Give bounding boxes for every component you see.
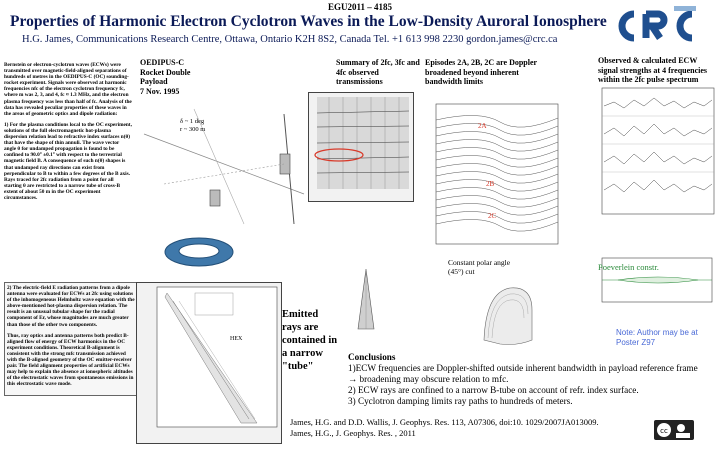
crc-logo [612,4,706,48]
episode-2c-label: 2C [488,212,497,220]
poeverlein-label: Poeverlein constr. [598,262,659,272]
references [290,417,599,439]
signal-strength-caption: Observed & calculated ECW signal strengths at 4 frequencies within the 2fc pulse spectrum [598,56,708,84]
abstract-column-top [4,62,132,206]
episode-2a-label: 2A [478,122,487,130]
conclusions-heading: Conclusions [348,352,396,362]
svg-text:cc: cc [660,427,668,435]
conference-id: EGU2011 – 4185 [327,2,392,12]
summary-caption: Summary of 2fc, 3fc and 4fc observed transmissions [336,58,420,86]
author-note: Note: Author may be at Poster Z97 [616,328,698,347]
episodes-caption: Episodes 2A, 2B, 2C are Doppler broadened beyond inherent bandwidth limits [425,58,537,86]
ray-tube-figure [136,282,282,444]
emitted-rays-caption: Emitted rays are contained in a narrow "tube" [282,309,338,372]
abstract-point-3: Thus, ray optics and antenna patterns both predict B-aligned flow of energy of ECW harmonics in the OC experiment conditions. Theoretical B-alignment is consistent with the strong mfc transmission achieved with the B-aligned geometry of the OC emitter-receiver pair. The field alignment properties of artificial ECWs may help to explain the absence at ionospheric altitudes of the electrostatic waves from spontaneous emissions in this electrostatic wave mode. [7,332,134,388]
conclusions [348,352,708,407]
episode-2b-label: 2B [486,180,495,188]
signal-strength-figure [590,86,716,220]
abstract-intro: Bernstein or electron-cyclotron waves (ECWs) were transmitted over magnetic-field-aligned separations of hundreds of metres in the OEDIPUS-C (OC) sounding-rocket experiment. Signals were observed at harmonic frequencies nfc of the electron cyclotron frequency fc, where m was 2, 3, and 4, fc ≈ 1.3 MHz, and the electron plasma frequency was less than half of fc. Analysis of the data has revealed peculiar properties of these waves in the areas of geometric optics and dipole radiation: [4,62,132,117]
conclusion-2: 2) ECW rays are confined to a narrow B-tube on account of refr. index surface. [348,385,639,395]
polar-cut-figure [478,280,538,350]
abstract-point-1: 1) For the plasma conditions local to the OC experiment, solutions of the full electromagnetic hot-plasma dispersion relation lead to refractive index surfaces n(θ) that have the shape of thin annuli. The wave vector angle θ for undamped propagation is found to be confined to 90.0° ±0.1° with respect to the terrestrial magnetic field B. A consequence of such n(θ) shapes is that undamped ray directions can exist from perpendicular to B to within a few degrees of the B axis. Rays traced for 2fc radiation from a point for all starting θ are restricted to a narrow tube of cross-B extent of about 50 m in the OC experiment circumstances. [4,121,132,201]
poster-title: Properties of Harmonic Electron Cyclotron Waves in the Low-Density Auroral Ionosphere [10,13,607,30]
payload-label: OEDIPUS-C Rocket Double Payload 7 Nov. 1995 [140,58,191,96]
reference-1: James, H.G. and D.D. Wallis, J. Geophys. Res. 113, A07306, doi:10. 1029/2007JA013009. [290,417,599,427]
conclusion-3: 3) Cyclotron damping limits ray paths to hundreds of meters. [348,396,573,406]
cc-by-license-icon [654,420,694,440]
abstract-point-2: 2) The electric-field E radiation patterns from a dipole antenna were evaluated for ECWs at 2fc using solutions of the inhomogeneous Helmholtz wave equation with the above-mentioned hot-plasma dispersion relation. The result is an unusual tubular shape for the radial component of Er, whose magnitudes are much greater than those of the other two components. [7,285,135,328]
tubular-pattern-figure [336,264,396,334]
hex-label: HEX [230,336,243,342]
separation-label: δ ~ 1 deg r ~ 300 m [180,118,206,133]
polar-cut-caption: Constant polar angle (45°) cut [448,258,511,276]
reference-2: James, H.G., J. Geophys. Res. , 2011 [290,428,416,438]
refractive-index-ring-figure [162,232,236,272]
spectrogram-figure [308,92,414,202]
conclusion-1: 1)ECW frequencies are Doppler-shifted outside inherent bandwidth in payload reference frame → broadening may obscure relation to mfc. [348,363,698,384]
rocket-payload-diagram [134,104,310,230]
abstract-column-bottom [4,282,138,396]
author-line: H.G. James, Communications Research Centre, Ottawa, Ontario K2H 8S2, Canada Tel. +1 613 998 2230 gordon.james@crc.ca [22,34,558,45]
